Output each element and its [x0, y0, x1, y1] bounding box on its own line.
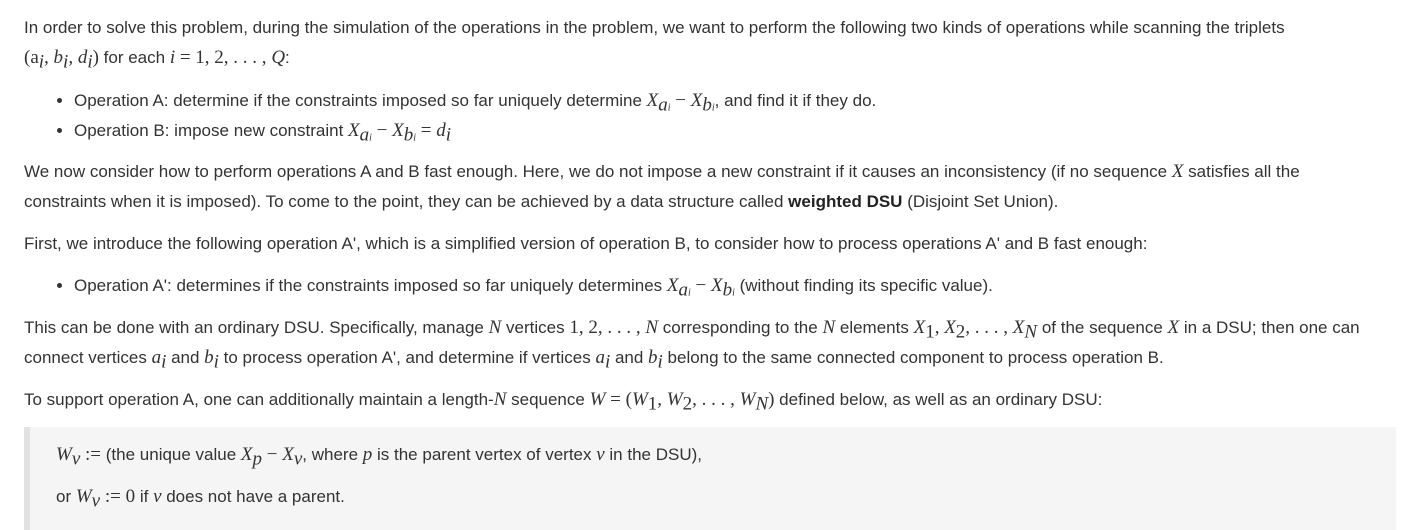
paragraph-text: defined below, as well as an ordinary DSU: [774, 390, 1103, 409]
paragraph-text: or [56, 487, 76, 506]
math-sub: v [293, 448, 303, 470]
math-N: N [822, 317, 836, 338]
math-X: X [392, 120, 404, 141]
math-sub: p [252, 448, 263, 470]
math-X: X [646, 90, 659, 111]
list-item-tail: (without finding its specific value). [734, 276, 993, 295]
math-seq: 1, 2, . . . , [569, 317, 646, 338]
math-X: X [348, 120, 360, 141]
math-X: X [240, 444, 253, 465]
math-dots: , . . . , [692, 389, 740, 410]
math-b: b [648, 347, 658, 368]
math-sub: a [359, 124, 370, 146]
math-sub: i [657, 351, 663, 373]
math-triplet-open: (a [24, 47, 39, 68]
math-W: W [666, 389, 683, 410]
math-eq: = ( [605, 389, 632, 410]
list-item-text: Operation A': determines if the constraints imposed so far uniquely determines [74, 276, 667, 295]
paragraph-text: (Disjoint Set Union). [902, 192, 1059, 211]
math-a: a [595, 347, 605, 368]
paragraph-text: sequence [506, 390, 590, 409]
math-sub: b [722, 279, 733, 301]
list-item-operation-a-prime [74, 271, 1396, 301]
math-X: X [1012, 317, 1025, 338]
colon: : [285, 48, 290, 67]
paragraph-text: constraints when it is imposed). To come to the point, they can be achieved by a data structure called [24, 192, 789, 211]
math-W: W [75, 486, 92, 507]
math-i: i [169, 47, 176, 68]
paragraph-text: does not have a parent. [161, 487, 345, 506]
math-sub: N [755, 393, 769, 415]
math-minus: − [262, 444, 283, 465]
math-N: N [488, 317, 502, 338]
math-def: := 0 [100, 486, 136, 507]
math-W: W [739, 389, 756, 410]
list-item-operation-a [74, 86, 1396, 116]
math-sub: a [678, 279, 688, 301]
math-d: d [436, 120, 446, 141]
math-def: := [80, 444, 106, 465]
math-a: a [151, 347, 162, 368]
math-sub: N [1024, 321, 1038, 343]
math-d: , d [68, 47, 88, 68]
math-sub: i [38, 51, 45, 73]
math-v: v [153, 486, 162, 507]
math-W: W [56, 444, 72, 465]
definition-line-1 [56, 440, 702, 470]
math-minus: − [670, 90, 691, 111]
weighted-dsu-term: weighted DSU [788, 192, 903, 211]
math-X: X [1167, 317, 1180, 338]
math-b: b [204, 347, 214, 368]
operation-a-prime-list [24, 271, 1396, 301]
math-close: ) [92, 47, 99, 68]
operations-list [24, 86, 1396, 146]
paragraph-text: and [610, 348, 649, 367]
math-W: W [589, 389, 606, 410]
list-item-tail: , and find it if they do. [714, 91, 877, 110]
math-p: p [362, 444, 373, 465]
math-dots: , . . . , [965, 317, 1013, 338]
math-X: X [711, 275, 723, 296]
math-X: X [666, 275, 679, 296]
math-b: , b [44, 47, 64, 68]
paragraph-text: in a DSU; then one can [1179, 318, 1360, 337]
math-eq: = [416, 120, 437, 141]
math-X: X [690, 90, 703, 111]
math-sub: 2 [955, 321, 966, 343]
definition-line-2 [56, 482, 345, 512]
math-v: v [596, 444, 605, 465]
ordinary-dsu-paragraph [24, 313, 1396, 373]
paragraph-text: This can be done with an ordinary DSU. Specifically, manage [24, 318, 489, 337]
operation-a-prime-intro [24, 229, 1396, 259]
math-subsub: i [667, 102, 671, 114]
list-item-text: Operation B: impose new constraint [74, 121, 349, 140]
math-sub: v [91, 490, 101, 512]
intro-text-b: for each [98, 48, 170, 67]
paragraph-text: We now consider how to perform operations A and B fast enough. Here, we do not impose a new constraint if it causes an inconsistency (if no sequence [24, 162, 1172, 181]
math-subsub: i [413, 132, 417, 144]
math-comma: , [657, 389, 667, 410]
paragraph-text: of the sequence [1037, 318, 1168, 337]
math-X: X [1171, 161, 1184, 182]
fast-enough-paragraph [24, 157, 1396, 217]
list-item-operation-b [74, 116, 1396, 146]
math-q: Q [271, 47, 286, 68]
math-sub: i [87, 51, 93, 73]
paragraph-text: vertices [501, 318, 570, 337]
math-W: W [631, 389, 648, 410]
math-subsub: i [688, 287, 691, 299]
math-sub: i [445, 124, 452, 146]
paragraph-text: satisfies all the [1183, 162, 1300, 181]
math-subsub: i [711, 102, 715, 114]
paragraph-text: connect vertices [24, 348, 152, 367]
math-subsub: i [369, 132, 372, 144]
paragraph-text: in the DSU), [604, 445, 702, 464]
math-N: N [493, 389, 507, 410]
paragraph-text: elements [835, 318, 914, 337]
math-sub: v [71, 448, 81, 470]
paragraph-text: to process operation A', and determine if vertices [218, 348, 596, 367]
math-minus: − [690, 275, 711, 296]
math-sub: 1 [647, 393, 658, 415]
paragraph-text: , where [302, 445, 363, 464]
paragraph-text: and [166, 348, 205, 367]
paragraph-text: (the unique value [105, 445, 241, 464]
math-sub: b [702, 94, 712, 116]
math-N: N [645, 317, 658, 338]
math-X: X [282, 444, 294, 465]
math-subsub: i [732, 287, 735, 299]
math-sub: 1 [925, 321, 935, 343]
math-sub: i [161, 351, 167, 373]
math-range: = 1, 2, . . . , [175, 47, 272, 68]
math-sub: b [403, 124, 414, 146]
math-X: X [944, 317, 956, 338]
math-sub: a [658, 94, 668, 116]
paragraph-text: First, we introduce the following operation A', which is a simplified version of operation B, to consider how to process operations A' and B fast enough: [24, 234, 1148, 253]
math-close: ) [768, 389, 775, 410]
intro-text: In order to solve this problem, during the simulation of the operations in the problem, we want to perform the following two kinds of operations while scanning the triplets [24, 18, 1285, 37]
math-sub: i [604, 351, 611, 373]
math-X: X [913, 317, 926, 338]
paragraph-text: if [135, 487, 154, 506]
math-sub: i [213, 351, 219, 373]
paragraph-text: corresponding to the [658, 318, 823, 337]
math-sub: i [63, 51, 69, 73]
math-minus: − [371, 120, 393, 141]
list-item-text: Operation A: determine if the constraints imposed so far uniquely determine [74, 91, 647, 110]
operation-a-support-paragraph [24, 385, 1396, 415]
paragraph-text: belong to the same connected component to process operation B. [662, 348, 1164, 367]
intro-paragraph [24, 13, 1396, 73]
paragraph-text: is the parent vertex of vertex [372, 445, 597, 464]
paragraph-text: To support operation A, one can additionally maintain a length- [24, 390, 494, 409]
math-comma: , [934, 317, 945, 338]
definition-blockquote [24, 427, 1396, 530]
math-sub: 2 [682, 393, 693, 415]
